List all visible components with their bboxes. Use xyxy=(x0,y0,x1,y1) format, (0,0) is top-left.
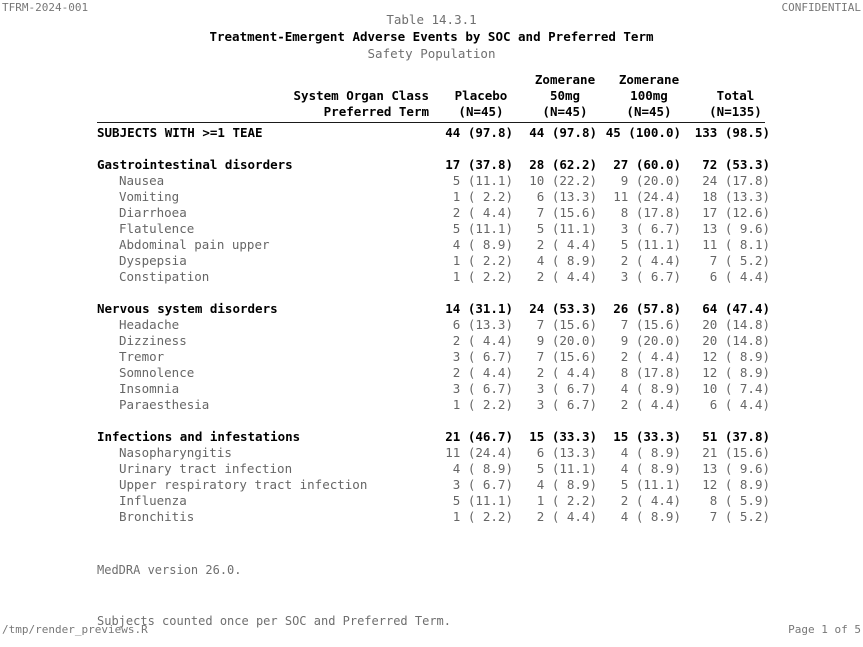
preferred-term-label: Urinary tract infection xyxy=(119,461,293,476)
preferred-term-value-placebo: 5 (11.1) xyxy=(452,221,513,236)
preferred-term-label: Nausea xyxy=(119,173,165,188)
table-header-row-1 xyxy=(97,72,765,88)
preferred-term-value-placebo: 5 (11.1) xyxy=(452,173,513,188)
soc-value-zomerane-50: 15 (33.3) xyxy=(529,429,597,444)
preferred-term-value-placebo: 3 ( 6.7) xyxy=(452,349,513,364)
preferred-term-value-total: 13 ( 9.6) xyxy=(702,461,770,476)
preferred-term-value-total: 6 ( 4.4) xyxy=(709,269,770,284)
preferred-term-value-zomerane-100: 4 ( 8.9) xyxy=(620,461,681,476)
preferred-term-value-total: 18 (13.3) xyxy=(702,189,770,204)
table-row-preferred-term xyxy=(97,349,770,365)
table-number: Table 14.3.1 xyxy=(386,12,477,27)
col-header-1-line2: Placebo xyxy=(454,88,508,103)
soc-label: Gastrointestinal disorders xyxy=(97,157,293,172)
col-header-3-line1: Zomerane xyxy=(618,72,680,87)
preferred-term-label: Tremor xyxy=(119,349,165,364)
col-header-4-n: (N=135) xyxy=(709,104,762,119)
preferred-term-value-total: 7 ( 5.2) xyxy=(709,509,770,524)
preferred-term-value-placebo: 5 (11.1) xyxy=(452,493,513,508)
table-row-preferred-term xyxy=(97,493,770,509)
preferred-term-value-zomerane-100: 2 ( 4.4) xyxy=(620,253,681,268)
table-row-preferred-term xyxy=(97,509,770,525)
preferred-term-value-placebo: 2 ( 4.4) xyxy=(452,333,513,348)
page-title: Treatment-Emergent Adverse Events by SOC and Preferred Term xyxy=(209,29,654,44)
preferred-term-value-zomerane-50: 7 (15.6) xyxy=(536,349,597,364)
footnote-line: Subjects counted once per SOC and Preferred Term. xyxy=(97,614,452,628)
soc-value-placebo: 21 (46.7) xyxy=(445,429,513,444)
preferred-term-value-zomerane-100: 2 ( 4.4) xyxy=(620,493,681,508)
col-header-1-line1 xyxy=(439,72,523,88)
preferred-term-value-total: 20 (14.8) xyxy=(702,333,770,348)
preferred-term-label: Vomiting xyxy=(119,189,180,204)
col-header-2-n: (N=45) xyxy=(542,104,588,119)
title-block xyxy=(0,11,863,62)
preferred-term-value-total: 24 (17.8) xyxy=(702,173,770,188)
preferred-term-value-zomerane-50: 4 ( 8.9) xyxy=(536,253,597,268)
preferred-term-value-zomerane-50: 2 ( 4.4) xyxy=(536,237,597,252)
table-row-preferred-term xyxy=(97,253,770,269)
preferred-term-value-placebo: 4 ( 8.9) xyxy=(452,461,513,476)
preferred-term-label: Bronchitis xyxy=(119,509,195,524)
preferred-term-label: Flatulence xyxy=(119,221,195,236)
preferred-term-value-zomerane-100: 5 (11.1) xyxy=(620,477,681,492)
overall-value-zomerane-100: 45 (100.0) xyxy=(605,125,681,140)
soc-value-zomerane-100: 27 (60.0) xyxy=(613,157,681,172)
preferred-term-value-total: 12 ( 8.9) xyxy=(702,477,770,492)
preferred-term-value-zomerane-50: 3 ( 6.7) xyxy=(536,381,597,396)
preferred-term-value-total: 10 ( 7.4) xyxy=(702,381,770,396)
table-row-preferred-term xyxy=(97,173,770,189)
preferred-term-value-total: 12 ( 8.9) xyxy=(702,349,770,364)
row-spacer xyxy=(97,413,765,429)
table-header-row-3 xyxy=(97,104,765,120)
preferred-term-value-placebo: 6 (13.3) xyxy=(452,317,513,332)
table-row-overall xyxy=(97,125,770,141)
preferred-term-label: Constipation xyxy=(119,269,210,284)
soc-label: Infections and infestations xyxy=(97,429,301,444)
preferred-term-label: Upper respiratory tract infection xyxy=(119,477,368,492)
preferred-term-value-zomerane-50: 9 (20.0) xyxy=(536,333,597,348)
preferred-term-value-zomerane-50: 2 ( 4.4) xyxy=(536,269,597,284)
preferred-term-label: Insomnia xyxy=(119,381,180,396)
table-row-preferred-term xyxy=(97,317,770,333)
preferred-term-label: Diarrhoea xyxy=(119,205,187,220)
soc-value-total: 64 (47.4) xyxy=(702,301,770,316)
preferred-term-value-total: 21 (15.6) xyxy=(702,445,770,460)
table-body xyxy=(97,157,770,525)
table-row-preferred-term xyxy=(97,333,770,349)
preferred-term-value-zomerane-100: 8 (17.8) xyxy=(620,365,681,380)
table-row-preferred-term xyxy=(97,189,770,205)
overall-value-total: 133 (98.5) xyxy=(694,125,770,140)
preferred-term-value-placebo: 3 ( 6.7) xyxy=(452,381,513,396)
soc-value-zomerane-100: 26 (57.8) xyxy=(613,301,681,316)
preferred-term-value-zomerane-50: 1 ( 2.2) xyxy=(536,493,597,508)
table-row-preferred-term xyxy=(97,397,770,413)
preferred-term-value-zomerane-50: 6 (13.3) xyxy=(536,189,597,204)
col-header-4-line2: Total xyxy=(716,88,755,103)
table-row-preferred-term xyxy=(97,269,770,285)
preferred-term-value-placebo: 1 ( 2.2) xyxy=(452,509,513,524)
running-foot xyxy=(0,623,863,636)
preferred-term-value-total: 13 ( 9.6) xyxy=(702,221,770,236)
preferred-term-label: Dyspepsia xyxy=(119,253,187,268)
preferred-term-label: Somnolence xyxy=(119,365,195,380)
table-header-row-2 xyxy=(97,88,765,104)
soc-value-placebo: 14 (31.1) xyxy=(445,301,513,316)
col-header-1-n: (N=45) xyxy=(458,104,504,119)
preferred-term-value-zomerane-50: 6 (13.3) xyxy=(536,445,597,460)
preferred-term-value-zomerane-100: 8 (17.8) xyxy=(620,205,681,220)
preferred-term-label: Abdominal pain upper xyxy=(119,237,270,252)
overall-value-zomerane-50: 44 (97.8) xyxy=(529,125,597,140)
footnote-line: MedDRA version 26.0. xyxy=(97,563,242,577)
preferred-term-value-zomerane-100: 4 ( 8.9) xyxy=(620,509,681,524)
preferred-term-value-placebo: 1 ( 2.2) xyxy=(452,189,513,204)
preferred-term-value-zomerane-50: 10 (22.2) xyxy=(529,173,597,188)
soc-value-placebo: 17 (37.8) xyxy=(445,157,513,172)
table-row-preferred-term xyxy=(97,205,770,221)
running-head-right: CONFIDENTIAL xyxy=(781,1,861,14)
preferred-term-value-total: 7 ( 5.2) xyxy=(709,253,770,268)
preferred-term-value-total: 17 (12.6) xyxy=(702,205,770,220)
preferred-term-label: Nasopharyngitis xyxy=(119,445,232,460)
col-header-2-line2: 50mg xyxy=(549,88,581,103)
preferred-term-value-placebo: 1 ( 2.2) xyxy=(452,397,513,412)
soc-value-zomerane-50: 24 (53.3) xyxy=(529,301,597,316)
preferred-term-value-zomerane-100: 2 ( 4.4) xyxy=(620,397,681,412)
preferred-term-value-zomerane-50: 3 ( 6.7) xyxy=(536,397,597,412)
preferred-term-value-zomerane-100: 9 (20.0) xyxy=(620,333,681,348)
preferred-term-label: Headache xyxy=(119,317,180,332)
row-spacer xyxy=(97,285,765,301)
preferred-term-value-zomerane-100: 11 (24.4) xyxy=(613,189,681,204)
preferred-term-value-zomerane-50: 4 ( 8.9) xyxy=(536,477,597,492)
preferred-term-value-placebo: 11 (24.4) xyxy=(445,445,513,460)
table-row-preferred-term xyxy=(97,477,770,493)
preferred-term-value-placebo: 1 ( 2.2) xyxy=(452,269,513,284)
preferred-term-value-placebo: 1 ( 2.2) xyxy=(452,253,513,268)
row-spacer xyxy=(97,141,765,157)
preferred-term-value-zomerane-100: 5 (11.1) xyxy=(620,237,681,252)
col-header-3-line2: 100mg xyxy=(630,88,668,103)
overall-value-placebo: 44 (97.8) xyxy=(445,125,513,140)
table-row-preferred-term xyxy=(97,381,770,397)
page-number: Page 1 of 5 xyxy=(788,623,861,636)
preferred-term-label: Influenza xyxy=(119,493,187,508)
col-header-3-n: (N=45) xyxy=(626,104,672,119)
table-row-preferred-term xyxy=(97,445,770,461)
preferred-term-value-placebo: 2 ( 4.4) xyxy=(452,205,513,220)
preferred-term-value-zomerane-100: 4 ( 8.9) xyxy=(620,381,681,396)
stub-header-line1: System Organ Class xyxy=(293,88,429,103)
preferred-term-value-zomerane-100: 3 ( 6.7) xyxy=(620,269,681,284)
table-row-preferred-term xyxy=(97,221,770,237)
adverse-events-table xyxy=(97,72,770,525)
preferred-term-value-zomerane-100: 7 (15.6) xyxy=(620,317,681,332)
col-header-2-line1: Zomerane xyxy=(534,72,596,87)
preferred-term-value-zomerane-50: 5 (11.1) xyxy=(536,221,597,236)
preferred-term-value-zomerane-50: 2 ( 4.4) xyxy=(536,365,597,380)
preferred-term-value-total: 8 ( 5.9) xyxy=(709,493,770,508)
preferred-term-value-total: 11 ( 8.1) xyxy=(702,237,770,252)
header-rule xyxy=(97,122,765,123)
stub-header-line2: Preferred Term xyxy=(323,104,429,119)
table-row-soc xyxy=(97,301,770,317)
preferred-term-value-total: 20 (14.8) xyxy=(702,317,770,332)
preferred-term-label: Paraesthesia xyxy=(119,397,210,412)
soc-value-total: 72 (53.3) xyxy=(702,157,770,172)
population-subtitle: Safety Population xyxy=(367,46,496,61)
soc-value-zomerane-50: 28 (62.2) xyxy=(529,157,597,172)
preferred-term-value-zomerane-100: 9 (20.0) xyxy=(620,173,681,188)
running-foot-left: /tmp/render_previews.R xyxy=(2,623,148,636)
preferred-term-label: Dizziness xyxy=(119,333,187,348)
running-head-left: TFRM-2024-001 xyxy=(2,1,89,14)
preferred-term-value-total: 6 ( 4.4) xyxy=(709,397,770,412)
preferred-term-value-placebo: 2 ( 4.4) xyxy=(452,365,513,380)
stub-header-blank xyxy=(97,72,439,88)
preferred-term-value-zomerane-100: 2 ( 4.4) xyxy=(620,349,681,364)
preferred-term-value-zomerane-50: 2 ( 4.4) xyxy=(536,509,597,524)
table-row-preferred-term xyxy=(97,461,770,477)
col-header-4-line1 xyxy=(691,72,780,88)
preferred-term-value-placebo: 4 ( 8.9) xyxy=(452,237,513,252)
soc-value-zomerane-100: 15 (33.3) xyxy=(613,429,681,444)
preferred-term-value-zomerane-50: 5 (11.1) xyxy=(536,461,597,476)
soc-value-total: 51 (37.8) xyxy=(702,429,770,444)
table-row-preferred-term xyxy=(97,365,770,381)
overall-row-label: SUBJECTS WITH >=1 TEAE xyxy=(97,125,263,140)
preferred-term-value-zomerane-50: 7 (15.6) xyxy=(536,205,597,220)
preferred-term-value-zomerane-50: 7 (15.6) xyxy=(536,317,597,332)
preferred-term-value-zomerane-100: 4 ( 8.9) xyxy=(620,445,681,460)
table-row-soc xyxy=(97,429,770,445)
table-row-soc xyxy=(97,157,770,173)
table-row-preferred-term xyxy=(97,237,770,253)
preferred-term-value-placebo: 3 ( 6.7) xyxy=(452,477,513,492)
preferred-term-value-total: 12 ( 8.9) xyxy=(702,365,770,380)
preferred-term-value-zomerane-100: 3 ( 6.7) xyxy=(620,221,681,236)
soc-label: Nervous system disorders xyxy=(97,301,278,316)
